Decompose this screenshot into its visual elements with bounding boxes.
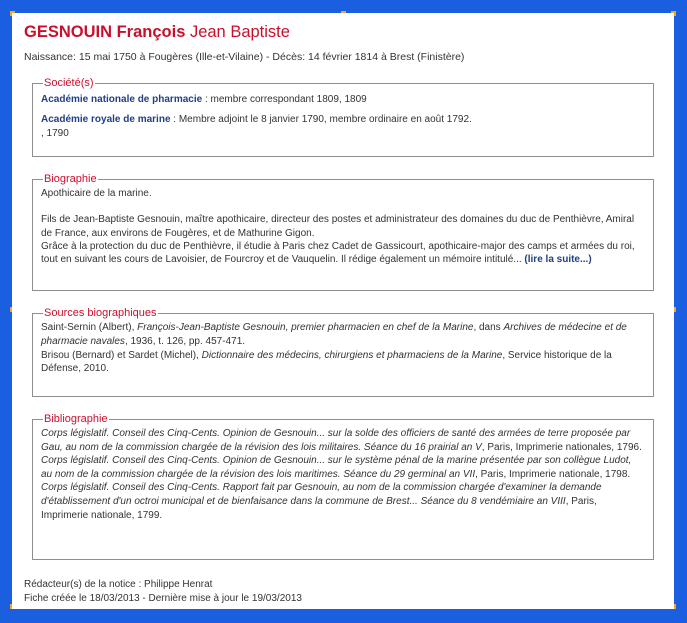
- societes-section: [32, 77, 654, 157]
- source-sep: , dans: [473, 322, 504, 333]
- biblio-title: Corps législatif. Conseil des Cinq-Cents. Opinion de Gesnouin... sur le système pénal de la marine présentée par son collègue Ludot, au nom de la commission chargée de la révision des lois maritimes. Séance du 29 germinal an VII: [41, 455, 632, 480]
- societe-role: : Membre adjoint le 8 janvier 1790, membre ordinaire en août 1792.: [170, 114, 472, 125]
- birth-death-line: Naissance: 15 mai 1750 à Fougères (Ille-et-Vilaine) - Décès: 14 février 1814 à Brest (Finistère): [24, 51, 465, 63]
- biblio-entry: [41, 427, 645, 454]
- biblio-details: , Paris, Imprimerie nationales, 1796.: [481, 441, 642, 453]
- source-author: Brisou (Bernard) et Sardet (Michel),: [41, 349, 202, 361]
- biblio-title: Corps législatif. Conseil des Cinq-Cents. Opinion de Gesnouin... sur la solde des officiers de santé des armées de terre proposée par Gau, au nom de la commission chargée de la révision des lois militaires. Séance du 16 prairial an V: [41, 428, 631, 453]
- page-title: [24, 21, 662, 43]
- societe-org: Académie nationale de pharmacie: [41, 94, 203, 105]
- name-rest: Jean Baptiste: [185, 23, 290, 41]
- bio-paragraph: Apothicaire de la marine.: [41, 188, 152, 199]
- sources-section: [32, 307, 654, 397]
- biblio-title: Corps législatif. Conseil des Cinq-Cents. Rapport fait par Gesnouin, au nom de la commission chargée d'examiner la demande d'établissement d'un octroi municipal et de bienfaisance dans la commune de Brest... Séance du 8 vendémiaire an VIII: [41, 482, 602, 507]
- source-author: Saint-Sernin (Albert),: [41, 322, 138, 333]
- bibliographie-section: [32, 413, 654, 560]
- societe-item: [41, 113, 645, 127]
- bio-paragraph-text: Grâce à la protection du duc de Penthièvre, il étudie à Paris chez Cadet de Gassicourt, apothicaire-major des camps et armées du roi, tout en suivant les cours de Lavoisier, de Fourcroy et de Vauquelin. Il rédige également un mémoire intitulé...: [41, 240, 635, 266]
- bio-paragraph: Fils de Jean-Baptiste Gesnouin, maître apothicaire, directeur des postes et administrateur des domaines du duc de Penthièvre, Amiral de France, aux environs de Fougères, et de Mathurine Gigon.: [41, 214, 635, 239]
- societe-org: Académie royale de marine: [41, 114, 171, 125]
- name-bold: GESNOUIN François: [24, 23, 186, 41]
- societe-extra: , 1790: [41, 128, 69, 139]
- lire-la-suite-link[interactable]: (lire la suite...): [524, 254, 592, 266]
- biblio-entry: [41, 454, 645, 481]
- redacteur-line: Rédacteur(s) de la notice : Philippe Henrat: [24, 579, 213, 590]
- societes-legend: Société(s): [44, 77, 94, 89]
- biographie-section: [32, 173, 654, 291]
- societe-role: : membre correspondant 1809, 1809: [202, 94, 367, 105]
- source-details: , 1936, t. 126, pp. 457-471.: [124, 335, 246, 347]
- dates-line: Fiche créée le 18/03/2013 - Dernière mise à jour le 19/03/2013: [24, 593, 302, 604]
- bio-paragraph: [41, 240, 645, 267]
- biographie-legend: Biographie: [44, 173, 97, 185]
- biblio-entry: [41, 481, 645, 522]
- source-journal: Archives de médecine et de pharmacie navales: [41, 322, 627, 347]
- biblio-details: , Paris, Imprimerie nationale, 1799.: [41, 495, 597, 521]
- notice-page: [12, 13, 674, 609]
- bibliographie-legend: Bibliographie: [44, 413, 108, 425]
- source-title: François-Jean-Baptiste Gesnouin, premier pharmacien en chef de la Marine: [137, 322, 474, 333]
- source-entry: [41, 349, 645, 377]
- societe-item: [41, 93, 645, 107]
- biblio-details: , Paris, Imprimerie nationale, 1798.: [475, 468, 631, 480]
- sources-legend: Sources biographiques: [44, 307, 157, 319]
- source-details: , Service historique de la Défense, 2010.: [41, 349, 612, 375]
- notice-footer: [24, 578, 302, 606]
- source-title: Dictionnaire des médecins, chirurgiens et pharmaciens de la Marine: [201, 349, 503, 361]
- source-entry: [41, 321, 645, 349]
